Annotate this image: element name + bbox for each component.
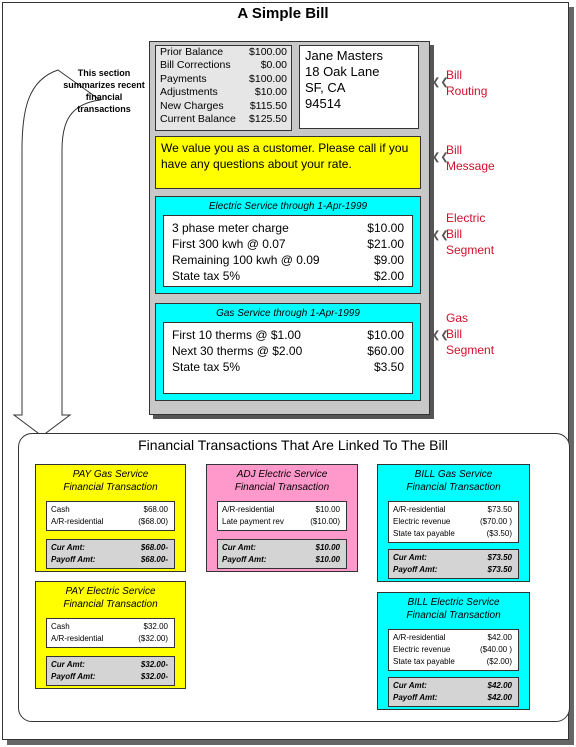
bill-message: We value you as a customer. Please call if you have any questions about your rate. xyxy=(155,136,421,189)
total-label: Cur Amt: xyxy=(51,543,85,552)
charge-label: First 300 kwh @ 0.07 xyxy=(172,237,286,251)
entry-label: Cash xyxy=(51,622,70,631)
total-label: Cur Amt: xyxy=(222,543,256,552)
gas-lines xyxy=(163,322,413,394)
summary-row xyxy=(156,46,291,59)
total-label: Payoff Amt: xyxy=(393,565,438,574)
charge-line xyxy=(172,268,404,284)
total-value: $32.00- xyxy=(140,660,168,669)
summary-value: $10.00 xyxy=(254,86,287,99)
entry-label: Electric revenue xyxy=(393,645,451,654)
entry-row xyxy=(393,632,514,644)
entry-value: $42.00 xyxy=(487,633,512,642)
entry-row xyxy=(51,504,170,516)
total-value: $68.00- xyxy=(140,543,168,552)
charge-line xyxy=(172,220,404,236)
summary-label: Prior Balance xyxy=(160,46,224,58)
card-totals xyxy=(46,656,175,686)
electric-segment-header: Electric Service through 1-Apr-1999 xyxy=(208,201,368,212)
total-row xyxy=(393,692,514,704)
entry-value: ($3.50) xyxy=(486,529,512,538)
entry-label: Late payment rev xyxy=(222,517,284,526)
card-entries xyxy=(46,501,175,531)
summary-row xyxy=(156,100,291,113)
charge-label: Next 30 therms @ $2.00 xyxy=(172,344,303,358)
summary-label: Payments xyxy=(160,72,207,85)
total-value: $32.00- xyxy=(140,672,168,681)
summary-row xyxy=(156,73,291,86)
label-line: Routing xyxy=(446,84,488,98)
charge-value: $10.00 xyxy=(367,221,404,235)
entry-label: Cash xyxy=(51,505,70,514)
total-row xyxy=(393,552,514,564)
label-bill-message xyxy=(432,142,495,174)
card-subtitle: Financial Transaction xyxy=(406,482,501,493)
card-subtitle: Financial Transaction xyxy=(406,610,501,621)
address-line: Jane Masters xyxy=(305,48,384,63)
charge-label: State tax 5% xyxy=(172,360,241,374)
charge-value: $10.00 xyxy=(367,328,404,342)
address-line: 18 Oak Lane xyxy=(305,64,380,79)
chevron-left-icon: ❮❮ xyxy=(432,330,449,341)
label-line: Segment xyxy=(446,243,495,257)
total-row xyxy=(51,671,170,683)
charge-label: State tax 5% xyxy=(172,269,241,283)
card-entries xyxy=(217,501,347,531)
charge-value: $2.00 xyxy=(373,269,404,283)
card-subtitle: Financial Transaction xyxy=(63,482,158,493)
entry-label: State tax payable xyxy=(393,657,455,666)
chevron-left-icon: ❮❮ xyxy=(432,77,449,88)
entry-label: State tax payable xyxy=(393,529,455,538)
card-totals xyxy=(217,539,347,569)
charge-line xyxy=(172,327,404,343)
total-label: Cur Amt: xyxy=(51,660,85,669)
bill-gas-card xyxy=(377,464,530,582)
entry-value: $32.00 xyxy=(143,622,168,631)
card-subtitle: Financial Transaction xyxy=(63,599,158,610)
summary-value: $100.00 xyxy=(249,72,287,85)
label-line: Bill xyxy=(446,227,463,241)
charge-label: First 10 therms @ $1.00 xyxy=(172,328,301,342)
card-subtitle: Financial Transaction xyxy=(234,482,330,493)
entry-label: A/R-residential xyxy=(393,633,446,642)
entry-value: ($10.00) xyxy=(310,517,340,526)
card-title: BILL Gas Service xyxy=(414,469,493,480)
summary-row xyxy=(156,113,291,126)
pay-electric-card xyxy=(35,581,186,689)
label-electric-segment xyxy=(432,210,494,258)
charge-label: 3 phase meter charge xyxy=(172,221,289,235)
entry-value: ($70.00 ) xyxy=(479,517,512,526)
card-title: PAY Electric Service xyxy=(65,586,156,597)
total-row xyxy=(51,554,170,566)
total-row xyxy=(51,542,170,554)
total-label: Payoff Amt: xyxy=(393,693,438,702)
charge-value: $3.50 xyxy=(373,360,404,374)
total-label: Payoff Amt: xyxy=(51,555,96,564)
chevron-left-icon: ❮❮ xyxy=(432,152,449,163)
summary-value: $100.00 xyxy=(249,46,287,58)
card-entries xyxy=(46,618,175,648)
charge-line xyxy=(172,236,404,252)
label-line: Electric xyxy=(446,211,486,225)
total-value: $42.00 xyxy=(487,693,512,702)
entry-value: $10.00 xyxy=(315,505,340,514)
bill-electric-card xyxy=(377,592,530,710)
summary-value: $115.50 xyxy=(249,99,287,112)
total-row xyxy=(51,659,170,671)
summary-label: New Charges xyxy=(160,99,224,112)
adj-electric-card xyxy=(206,464,358,572)
entry-row xyxy=(222,504,342,516)
summary-label: Bill Corrections xyxy=(160,59,231,72)
entry-row xyxy=(51,621,170,633)
card-totals xyxy=(388,677,519,707)
card-entries xyxy=(388,629,519,671)
card-title: BILL Electric Service xyxy=(407,597,500,608)
entry-value: $68.00 xyxy=(143,505,168,514)
label-line: Gas xyxy=(446,311,469,325)
financial-transactions-title: Financial Transactions That Are Linked To The Bill xyxy=(138,437,448,453)
card-title: PAY Gas Service xyxy=(72,469,149,480)
entry-row xyxy=(222,516,342,528)
address-line: SF, CA xyxy=(305,80,346,95)
card-totals xyxy=(388,549,519,579)
entry-row xyxy=(51,633,170,645)
total-label: Payoff Amt: xyxy=(222,555,267,564)
entry-row xyxy=(393,528,514,540)
card-totals xyxy=(46,539,175,569)
charge-value: $60.00 xyxy=(367,344,404,358)
total-value: $73.50 xyxy=(487,553,512,562)
entry-label: A/R-residential xyxy=(393,505,446,514)
gas-segment-header: Gas Service through 1-Apr-1999 xyxy=(216,308,360,319)
summary-label: Adjustments xyxy=(160,86,218,99)
electric-segment xyxy=(155,196,421,294)
electric-lines xyxy=(163,215,413,287)
total-value: $73.50 xyxy=(487,565,512,574)
charge-line xyxy=(172,343,404,359)
entry-row xyxy=(393,656,514,668)
label-line: Bill xyxy=(446,68,463,82)
chevron-left-icon: ❮❮ xyxy=(432,230,449,241)
summary-label: Current Balance xyxy=(160,112,236,125)
label-line: Segment xyxy=(446,343,495,357)
entry-label: A/R-residential xyxy=(51,634,104,643)
entry-label: A/R-residential xyxy=(51,517,104,526)
total-value: $42.00 xyxy=(487,681,512,690)
address-block xyxy=(299,45,419,129)
card-title: ADJ Electric Service xyxy=(236,469,328,480)
card-entries xyxy=(388,501,519,543)
total-value: $10.00 xyxy=(315,555,340,564)
total-row xyxy=(222,542,342,554)
charge-value: $9.00 xyxy=(373,253,404,267)
balance-summary xyxy=(155,45,292,131)
charge-line xyxy=(172,359,404,375)
label-line: Message xyxy=(446,159,495,173)
gas-segment xyxy=(155,303,421,401)
pay-gas-card xyxy=(35,464,186,572)
summary-note: This section summarizes recent financial transactions xyxy=(63,68,145,114)
summary-value: $125.50 xyxy=(249,112,287,125)
entry-value: ($68.00) xyxy=(138,517,168,526)
entry-value: ($40.00 ) xyxy=(479,645,512,654)
total-label: Cur Amt: xyxy=(393,553,427,562)
total-row xyxy=(393,680,514,692)
charge-line xyxy=(172,252,404,268)
total-value: $68.00- xyxy=(140,555,168,564)
total-label: Cur Amt: xyxy=(393,681,427,690)
total-row xyxy=(393,564,514,576)
label-gas-segment xyxy=(432,310,494,358)
entry-value: ($2.00) xyxy=(486,657,512,666)
diagram-title: A Simple Bill xyxy=(237,5,329,22)
charge-label: Remaining 100 kwh @ 0.09 xyxy=(172,253,320,267)
total-value: $10.00 xyxy=(315,543,340,552)
address-line: 94514 xyxy=(305,96,342,111)
charge-value: $21.00 xyxy=(367,237,404,251)
label-bill-routing xyxy=(432,67,487,99)
entry-label: A/R-residential xyxy=(222,505,275,514)
total-row xyxy=(222,554,342,566)
entry-value: ($32.00) xyxy=(138,634,168,643)
entry-row xyxy=(393,644,514,656)
entry-row xyxy=(51,516,170,528)
summary-value: $0.00 xyxy=(260,59,287,72)
label-line: Bill xyxy=(446,143,463,157)
summary-row xyxy=(156,86,291,99)
entry-row xyxy=(393,504,514,516)
total-label: Payoff Amt: xyxy=(51,672,96,681)
entry-label: Electric revenue xyxy=(393,517,451,526)
label-line: Bill xyxy=(446,327,463,341)
summary-row xyxy=(156,59,291,72)
entry-value: $73.50 xyxy=(487,505,512,514)
entry-row xyxy=(393,516,514,528)
